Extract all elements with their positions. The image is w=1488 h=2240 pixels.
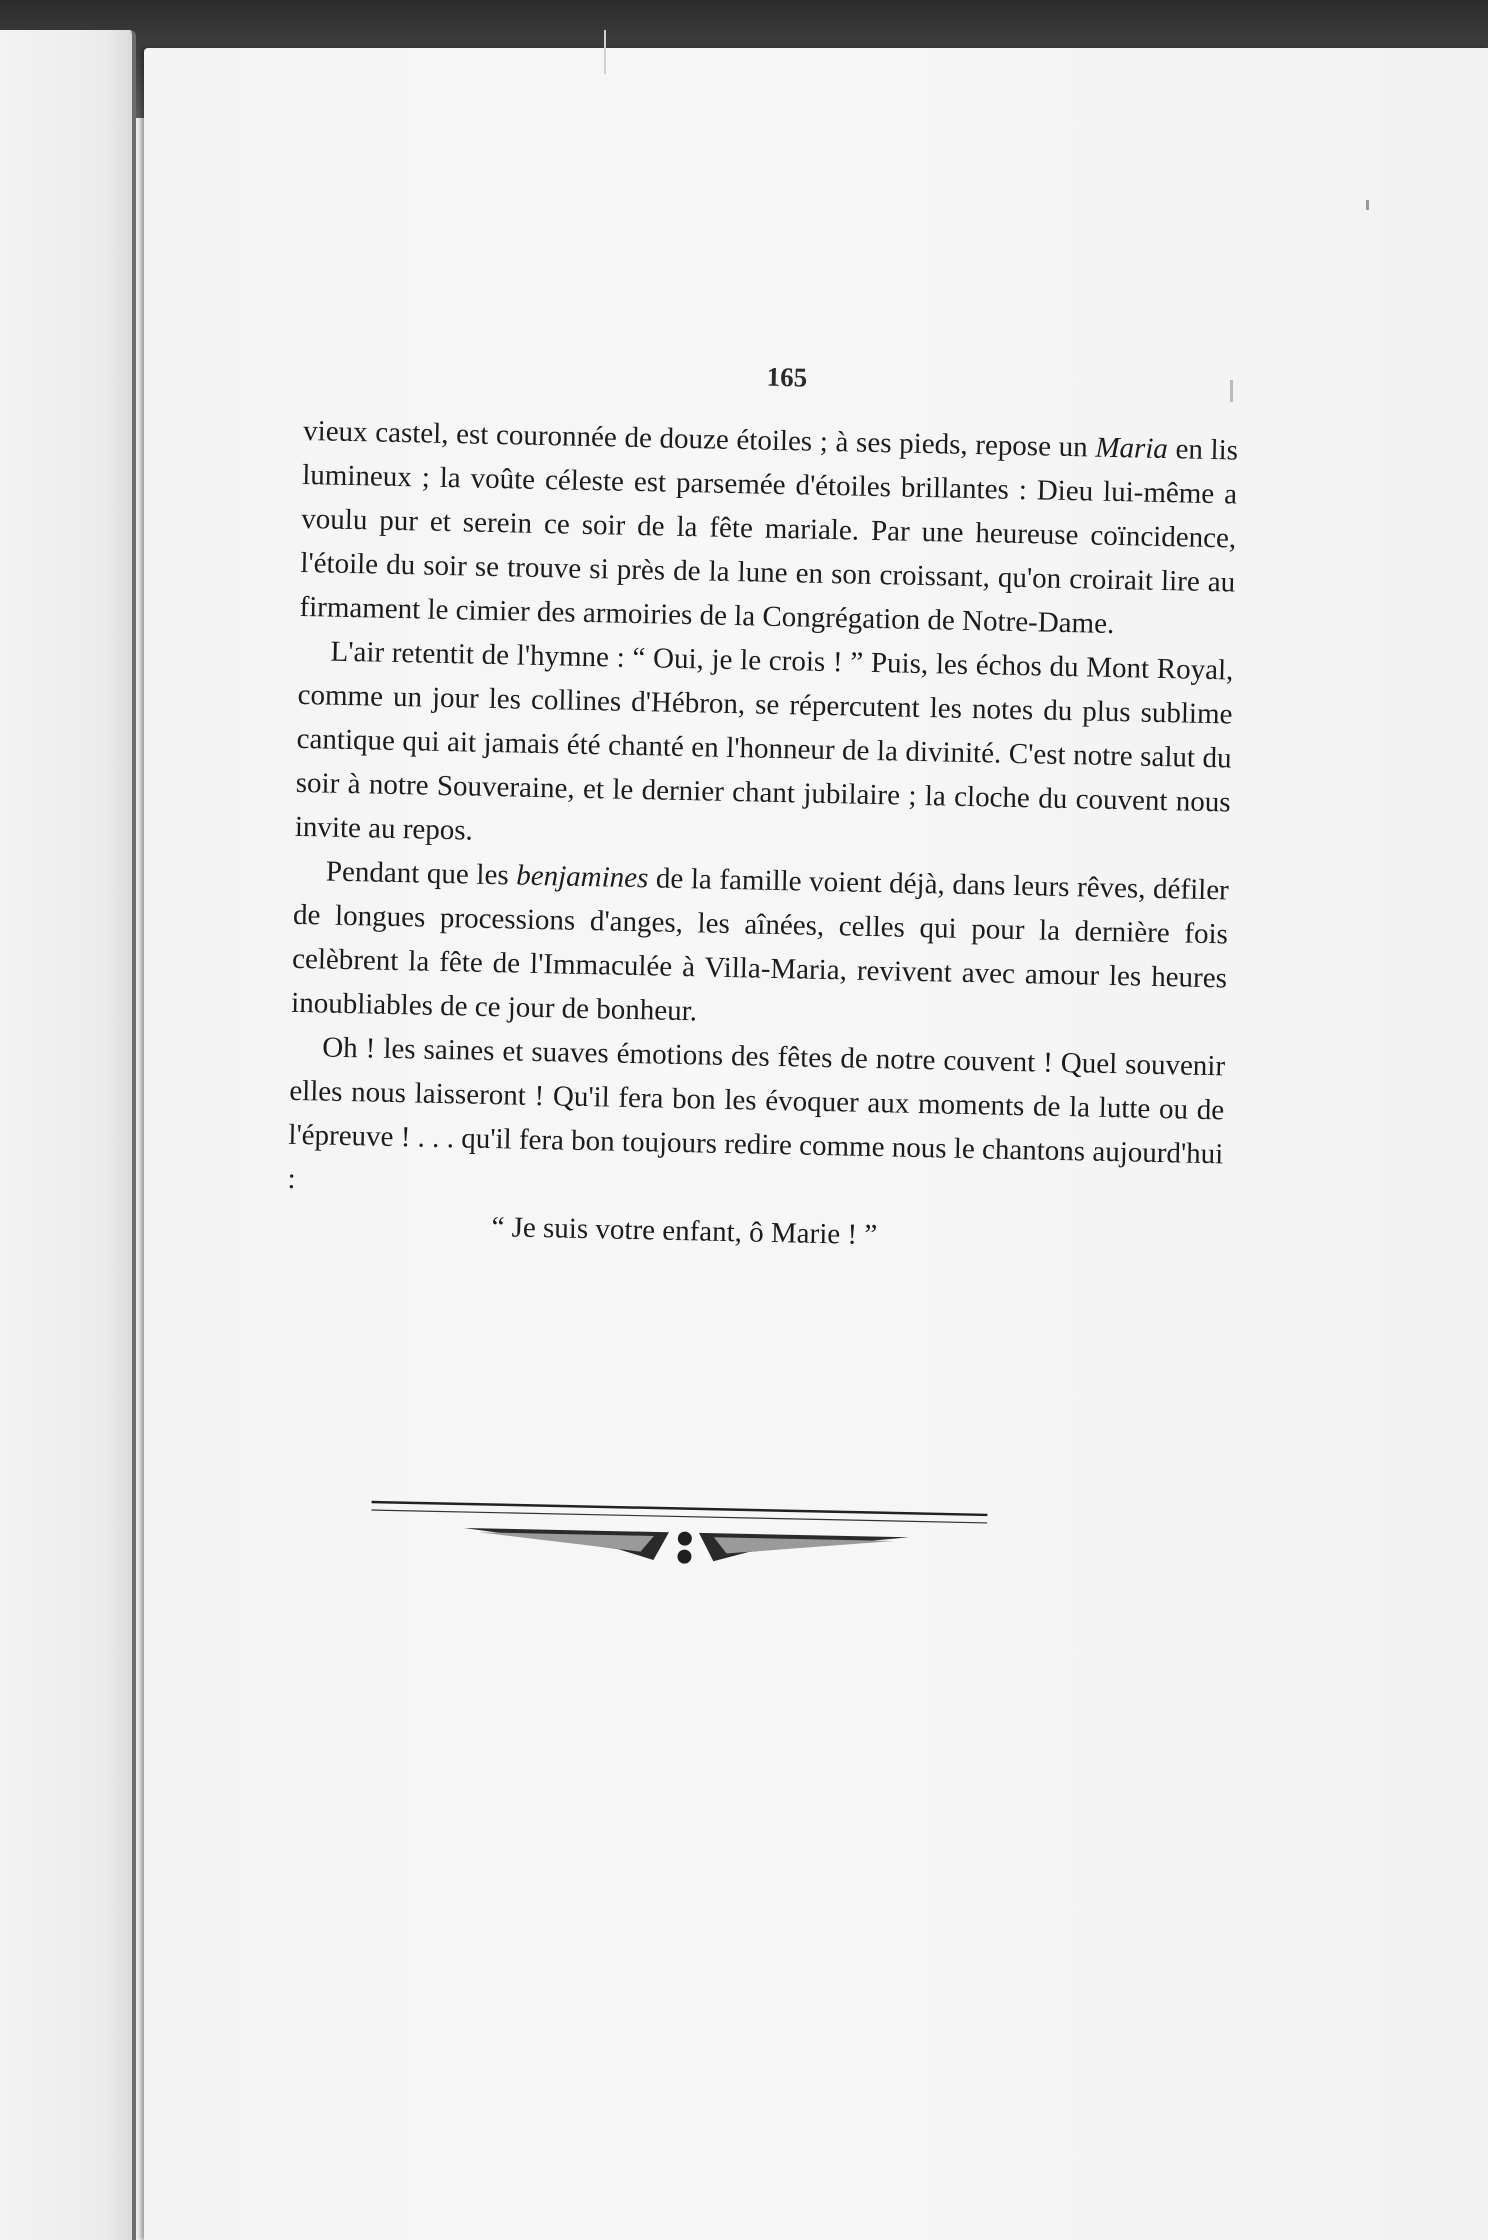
- paragraph-1-italic: Maria: [1095, 431, 1169, 466]
- paragraph-2-text: L'air retentit de l'hymne : “ Oui, je le crois ! ” Puis, les échos du Mont Royal, comme un jour les collines d'Hébron, se répercutent les notes du plus sublime cantique qui ait jamais été chanté en l'honneur de la divinité. C'est notre salut du soir à notre Souveraine, et le dernier chant jubilaire ; la cloche du couvent nous invite au repos.: [294, 635, 1234, 847]
- paragraph-3-italic: benjamines: [515, 859, 649, 895]
- paragraph-3-text-a: Pendant que les: [325, 855, 517, 892]
- paragraph-1-text-b: en lis lumineux ; la voûte céleste est parsemée d'étoiles brillantes : Dieu lui-même a voulu pur et serein ce soir de la fête mariale. Par une heureuse coïncidence, l'étoile du soir se trouve si près de la lune en son croissant, qu'on croirait lire au firmament le cimier des armoiries de la Congrégation de Notre-Dame.: [299, 433, 1239, 641]
- page-number: 165: [766, 361, 808, 393]
- binding-mark: [604, 30, 606, 74]
- paragraph-3-text-b: de la famille voient déjà, dans leurs rêves, défiler de longues processions d'anges, les aînées, celles qui pour la dernière fois celèbrent la fête de l'Immaculée à Villa-Maria, revivent avec amour les heures inoubliables de ce jour de bonheur.: [290, 862, 1230, 1028]
- page-text-block: [286, 345, 1240, 1264]
- paragraph-4: [287, 1025, 1225, 1221]
- ornament-divider-icon: [368, 1480, 990, 1603]
- ornament-dot-bottom: [677, 1549, 691, 1563]
- paragraph-2: [294, 629, 1233, 869]
- paragraph-1-text-a: vieux castel, est couronnée de douze étoiles ; à ses pieds, repose un: [302, 414, 1096, 464]
- paragraph-1: [299, 409, 1238, 649]
- previous-page-edge: [0, 30, 136, 2240]
- closing-quote: “ Je suis votre enfant, ô Marie ! ”: [491, 1211, 878, 1252]
- speck-mark: [1366, 200, 1369, 210]
- ornament-rule-top: [372, 1502, 988, 1515]
- paragraph-4-text: Oh ! les saines et suaves émotions des fêtes de notre couvent ! Quel souvenir elles nous laisseront ! Qu'il fera bon les évoquer aux moments de la lutte ou de l'épreuve ! . . . qu'il fera bon toujours redire comme nous le chantons aujourd'hui :: [287, 1031, 1226, 1195]
- ornament-dot-top: [678, 1531, 692, 1545]
- paragraph-3: [291, 849, 1229, 1045]
